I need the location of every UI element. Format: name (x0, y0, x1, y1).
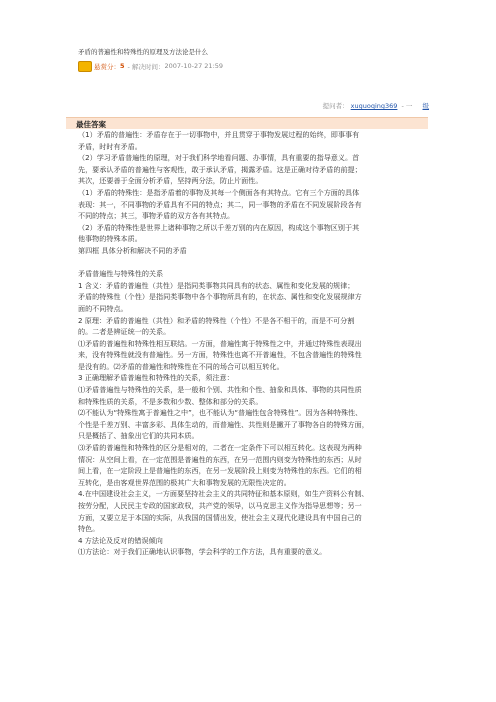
answer-line: ⑴方法论：对于我们正确地认识事物，学会科学的工作方法，具有重要的意义。 (78, 547, 327, 557)
answer-line: 1 含义：矛盾的普遍性（共性）是指同类事物共同具有的状态、属性和变化发展的规律； (78, 280, 355, 290)
answer-line: ⑵不能认为“特殊性寓于普遍性之中”，也不能认为“普遍性包含特殊性”。因为各种特殊性、 (78, 408, 363, 418)
answer-line: （2）学习矛盾普遍性的原理，对于我们科学地看问题、办事情，具有重要的指导意义。首 (78, 153, 360, 163)
answer-line: ⑴矛盾普遍性与特殊性的关系，是一般和个别、共性和个性、抽象和具体、事物的共同性质 (78, 385, 362, 395)
answer-line: 来，没有特殊性就没有普遍性。另一方面，特殊性也离不开普遍性，不包含普遍性的特殊性 (78, 350, 362, 360)
answer-line: ⑴矛盾的普遍性和特殊性相互联结。一方面，普遍性寓于特殊性之中，并通过特殊性表现出 (78, 338, 362, 348)
answer-line: 他事物的特殊本质。 (78, 234, 142, 244)
answer-line: 2 原理：矛盾的普遍性（共性）和矛盾的特殊性（个性）不是各不相干的，而是不可分割 (78, 315, 355, 325)
answer-line: ⑶矛盾的普遍性和特殊性的区分是相对的，二者在一定条件下可以相互转化。这表现为两种 (78, 443, 362, 453)
answer-line: 第四框 具体分析和解决不同的矛盾 (78, 245, 187, 255)
answer-line: 的。二者是辨证统一的关系。 (78, 327, 171, 337)
asker-info (323, 101, 429, 110)
asker-level-link[interactable]: 级 (422, 102, 429, 110)
blank-line (78, 257, 430, 269)
answer-line: 只是概括了、抽象出它们的共同本质。 (78, 431, 199, 441)
answer-line: （1）矛盾的特殊性：是指矛盾着的事物及其每一个侧面各有其特点。它有三个方面的具体 (78, 187, 360, 197)
answer-line: 间上看，在一定阶段上是普遍性的东西，在另一发展阶段上则变为特殊性的东西。它们的相 (78, 466, 362, 476)
answer-line: 3 正确理解矛盾普遍性和特殊性的关系，须注意： (78, 373, 234, 383)
answer-line: 表现：其一，不同事物的矛盾具有不同的特点；其二，同一事物的矛盾在不同发展阶段各有 (78, 199, 362, 209)
coin-icon (78, 61, 92, 72)
asker-separator: - 一 (401, 102, 413, 110)
asker-name-link[interactable]: xuguoqing369 (350, 102, 398, 110)
answer-line: 按劳分配，人民民主专政的国家政权，共产党的领导，以马克思主义作为指导思想等；另一 (78, 501, 362, 510)
answer-line: （1）矛盾的普遍性：矛盾存在于一切事物中，并且贯穿于事物发展过程的始终，即事事有 (78, 130, 360, 139)
answer-line: 面的不同特点。 (78, 303, 128, 313)
question-title: 矛盾的普遍性和特殊性的原理及方法论是什么 (78, 48, 208, 56)
answer-line: 互转化，是由客观世界范围的极其广大和事物发展的无限性决定的。 (78, 477, 291, 487)
answer-line: 矛盾的特殊性（个性）是指同类事物中各个事物所具有的，在状态、属性和变化发展规律方 (78, 292, 362, 302)
best-answer-header (66, 117, 428, 129)
answer-line: 和特殊性质的关系，不是多数和少数、整体和部分的关系。 (78, 396, 263, 406)
solved-time: 2007-10-27 21:59 (164, 62, 224, 70)
answer-line: 情况：从空间上看，在一定范围是普遍性的东西，在另一范围内则变为特殊性的东西；从时 (78, 454, 362, 464)
answer-line: 矛盾普遍性与特殊性的关系 (78, 269, 164, 279)
answer-line: 矛盾，时时有矛盾。 (78, 141, 142, 151)
answer-line: 4 方法论及反对的错误倾向 (78, 535, 163, 545)
reward-value: 5 (120, 62, 125, 70)
best-answer-body (78, 129, 430, 558)
answer-line: 个性是千差万别、丰富多彩、具体生动的，而普遍性、共性则是撇开了事物各自的特殊方面， (78, 419, 369, 429)
solved-label: - 解决时间： (127, 62, 165, 71)
answer-line: 特色。 (78, 524, 100, 534)
answer-line: （2）矛盾的特殊性是世界上诸种事物之所以千差万别的内在原因，构成这个事物区别于其 (78, 222, 360, 232)
answer-line: 4.在中国建设社会主义，一方面要坚持社会主义的共同特征和基本原则，如生产资料公有制、 (78, 489, 369, 499)
answer-line: 其次，还要善于全面分析矛盾，坚持两分法，防止片面性。 (78, 176, 263, 186)
asker-label: 提问者： (322, 102, 349, 110)
answer-line: 是没有的。⑵矛盾的普遍性和特殊性在不同的场合可以相互转化。 (78, 361, 284, 371)
answer-line: 方面，又要立足于本国的实际，从我国的国情出发，使社会主义现代化建设具有中国自己的 (78, 512, 362, 522)
best-answer-title: 最佳答案 (76, 120, 106, 129)
question-meta (78, 60, 223, 72)
reward-label: 悬赏分： (94, 62, 120, 71)
answer-line: 先，要承认矛盾的普遍性与客观性，敢于承认矛盾，揭露矛盾。这是正确对待矛盾的前提； (78, 164, 362, 174)
answer-line: 不同的特点；其三，事物矛盾的双方各有其特点。 (78, 211, 235, 221)
